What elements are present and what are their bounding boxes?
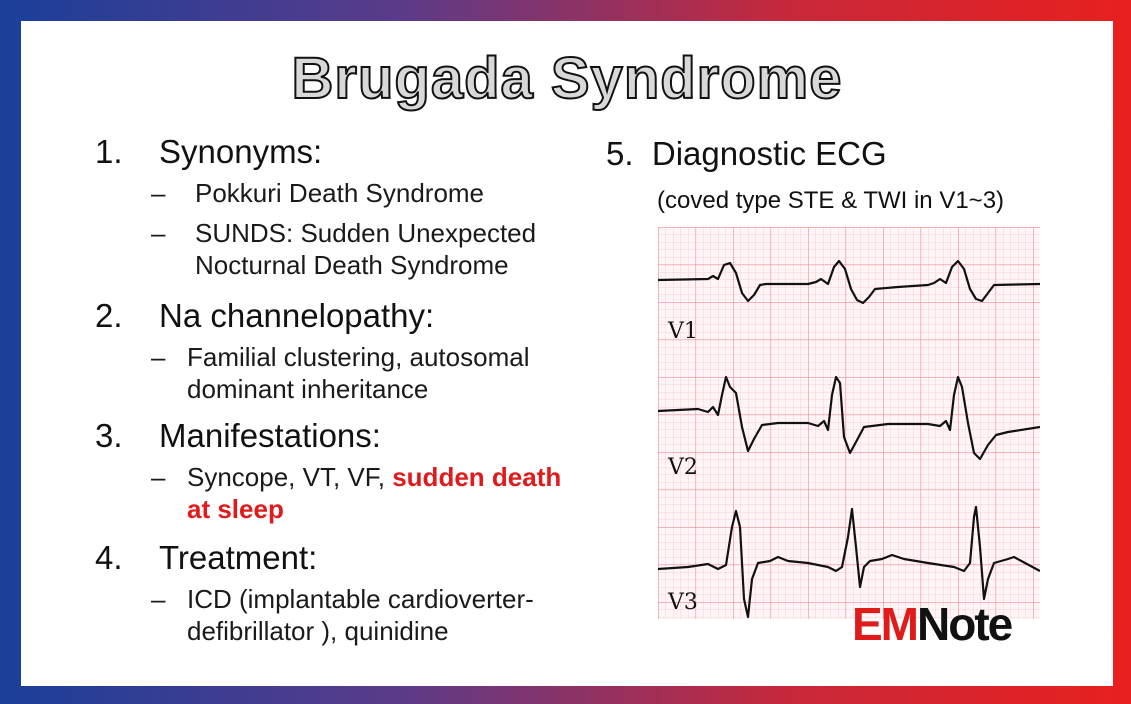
list-item: – Familial clustering, autosomal dominant inheritance (151, 342, 530, 404)
ecg-strip (658, 227, 1040, 619)
list-item: – SUNDS: Sudden Unexpected Nocturnal Death Syndrome (151, 218, 537, 280)
section-heading: 3. Manifestations: (95, 417, 381, 454)
section-na-channelopathy (95, 297, 615, 405)
list-item: – Syncope, VT, VF, sudden death at sleep (151, 462, 562, 524)
slide (21, 21, 1113, 686)
list-item: – ICD (implantable cardioverter- defibrillator ), quinidine (151, 584, 534, 646)
emnote-logo: EMNote (852, 598, 1012, 650)
list-item: – Pokkuri Death Syndrome (151, 178, 485, 208)
section-treatment (95, 539, 635, 647)
section-manifestations (95, 417, 615, 525)
section-heading: 2. Na channelopathy: (95, 297, 435, 334)
ecg-lead-label: V2 (668, 455, 698, 480)
section-synonyms (95, 133, 615, 281)
section-diagnostic-ecg (606, 135, 887, 173)
ecg-lead-label: V1 (668, 319, 698, 344)
slide-title: Brugada Syndrome (291, 46, 843, 111)
ecg-subtitle: (coved type STE & TWI in V1~3) (657, 187, 1005, 214)
ecg-heading: 5. Diagnostic ECG (606, 135, 887, 172)
section-heading: 1. Synonyms: (95, 133, 323, 170)
ecg-lead-label: V3 (668, 590, 698, 615)
section-heading: 4. Treatment: (95, 539, 318, 576)
